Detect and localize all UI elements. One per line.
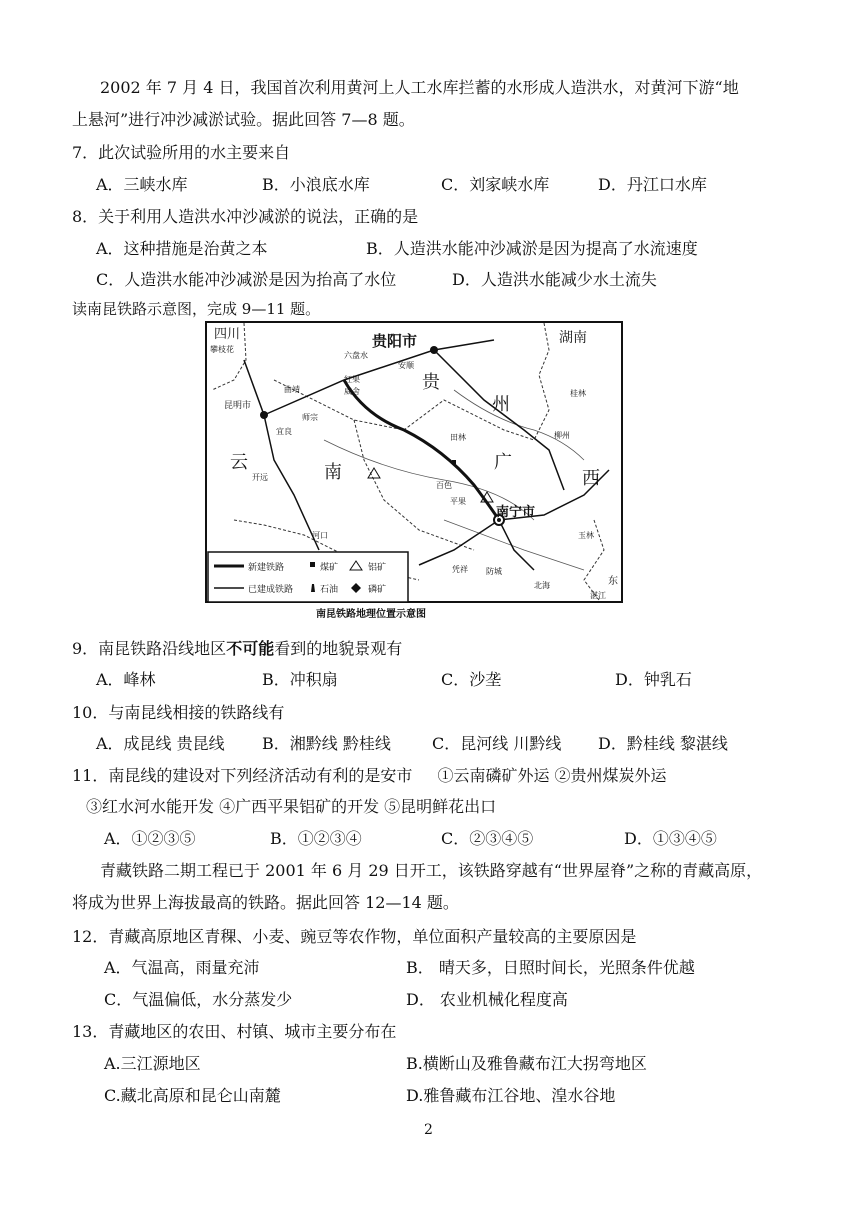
q11-stem-text: 11．南昆线的建设对下列经济活动有利的是安市 [72, 766, 413, 785]
label-guang: 广 [494, 452, 512, 473]
label-kunming: 昆明市 [224, 401, 252, 411]
label-nanning: 南宁市 [496, 505, 536, 520]
label-qujing: 曲靖 [284, 385, 300, 394]
label-anshun: 安顺 [398, 361, 414, 370]
label-weishe: 威舍 [344, 387, 360, 396]
intro-text-line-2: 上悬河”进行冲沙减淤试验。据此回答 7—8 题。 [72, 110, 415, 129]
q10-option-c: C．昆河线 川黔线 [432, 734, 562, 753]
question-12-stem: 12．青藏高原地区青稞、小麦、豌豆等农作物，单位面积产量较高的主要原因是 [72, 927, 637, 946]
coal-icon [452, 460, 456, 464]
map-intro: 读南昆铁路示意图，完成 9—11 题。 [72, 300, 321, 318]
label-hongguo: 红果 [344, 375, 360, 384]
label-hekou: 河口 [312, 531, 328, 540]
question-13-stem: 13．青藏地区的农田、村镇、城市主要分布在 [72, 1022, 397, 1041]
label-sichuan: 四川 [214, 327, 241, 342]
q11-items-line-2: ③红水河水能开发 ④广西平果铝矿的开发 ⑤昆明鲜花出口 [86, 797, 497, 816]
map-caption: 南昆铁路地理位置示意图 [316, 609, 426, 620]
label-shizong: 师宗 [302, 413, 318, 422]
label-baise: 百色 [436, 481, 452, 490]
label-yun: 云 [230, 452, 248, 473]
label-fangcheng: 防城 [486, 567, 502, 576]
q11-option-d: D．①③④⑤ [624, 829, 717, 848]
label-pingguo: 平果 [450, 497, 466, 506]
city-dot-kunming [260, 411, 268, 419]
intro-text-line-1: 2002 年 7 月 4 日，我国首次利用黄河上人工水库拦蓄的水形成人造洪水，对黄河下游“地 [100, 78, 739, 97]
q13-option-b: B.横断山及雅鲁藏布江大拐弯地区 [406, 1054, 647, 1073]
q10-option-b: B．湘黔线 黔桂线 [262, 734, 391, 753]
q9-option-a: A．峰林 [96, 670, 156, 689]
q12-option-d: D． 农业机械化程度高 [406, 990, 568, 1009]
q8-option-a: A．这种措施是治黄之本 [96, 239, 268, 258]
q9-stem-emphasis: 不可能 [226, 639, 275, 658]
label-zhou: 州 [492, 394, 510, 415]
q9-stem-post: 看到的地貌景观有 [274, 639, 403, 658]
q10-option-d: D．黔桂线 黎湛线 [598, 734, 728, 753]
question-10-stem: 10．与南昆线相接的铁路线有 [72, 703, 285, 722]
q8-option-b: B．人造洪水能冲沙减淤是因为提高了水流速度 [366, 239, 698, 258]
intro2-text-line-2: 将成为世界上海拔最高的铁路。据此回答 12—14 题。 [72, 893, 459, 912]
label-yulin: 玉林 [578, 531, 594, 540]
q13-option-d: D.雅鲁藏布江谷地、湟水谷地 [406, 1086, 616, 1105]
label-guilin: 桂林 [570, 389, 586, 398]
legend-phosphate-label: 磷矿 [368, 585, 387, 595]
city-dot-guiyang [430, 346, 438, 354]
legend-built-railway-label: 已建成铁路 [248, 585, 294, 595]
question-7-stem: 7．此次试验所用的水主要来自 [72, 143, 291, 162]
q12-option-c: C．气温偏低，水分蒸发少 [104, 990, 293, 1009]
page-number: 2 [424, 1122, 433, 1138]
nankun-railway-map [204, 320, 624, 620]
label-hunan: 湖南 [559, 330, 587, 346]
legend-new-railway-label: 新建铁路 [248, 563, 285, 573]
q11-option-c: C．②③④⑤ [441, 829, 534, 848]
q10-option-a: A．成昆线 贵昆线 [96, 734, 225, 753]
label-xi: 西 [582, 468, 600, 489]
q9-option-c: C．沙垄 [441, 670, 502, 689]
q9-stem-pre: 9．南昆铁路沿线地区 [72, 639, 227, 658]
legend-oil-label: 石油 [320, 585, 339, 595]
label-panzhihua: 攀枝花 [210, 345, 234, 354]
q13-option-c: C.藏北高原和昆仑山南麓 [104, 1086, 281, 1105]
q11-option-a: A．①②③⑤ [104, 829, 196, 848]
question-11-stem [72, 766, 667, 786]
q7-option-c: C．刘家峡水库 [441, 175, 550, 194]
q7-option-b: B．小浪底水库 [262, 175, 370, 194]
label-guiyang: 贵阳市 [372, 332, 418, 350]
label-yiliang: 宜良 [276, 427, 292, 436]
q11-items-line-1: ①云南磷矿外运 ②贵州煤炭外运 [437, 766, 667, 785]
label-gui: 贵 [422, 372, 440, 393]
q12-option-b: B． 晴天多，日照时间长，光照条件优越 [406, 958, 695, 977]
q7-option-d: D．丹江口水库 [598, 175, 707, 194]
legend-coal-icon [310, 562, 315, 567]
q8-option-d: D．人造洪水能减少水土流失 [452, 270, 657, 289]
label-beihai: 北海 [534, 581, 550, 590]
label-nan: 南 [324, 462, 342, 483]
q11-option-b: B．①②③④ [270, 829, 362, 848]
q13-option-a: A.三江源地区 [104, 1054, 201, 1073]
label-pingxiang: 凭祥 [452, 565, 468, 574]
q7-option-a: A．三峡水库 [96, 175, 188, 194]
q8-option-c: C．人造洪水能冲沙减淤是因为抬高了水位 [96, 270, 397, 289]
label-zhanjiang: 湛江 [590, 591, 606, 600]
q9-option-b: B．冲积扇 [262, 670, 338, 689]
label-liuzhou: 柳州 [554, 431, 570, 440]
label-tianlin: 田林 [450, 433, 466, 442]
intro2-text-line-1: 青藏铁路二期工程已于 2001 年 6 月 29 日开工，该铁路穿越有“世界屋脊”之称的青藏高原， [100, 861, 763, 880]
label-kaiyuan: 开远 [252, 473, 268, 482]
q12-option-a: A．气温高，雨量充沛 [104, 958, 260, 977]
question-9-stem [72, 639, 402, 659]
legend-coal-label: 煤矿 [320, 563, 339, 573]
label-dong: 东 [608, 576, 618, 587]
legend-aluminum-label: 铝矿 [368, 563, 387, 573]
question-8-stem: 8．关于利用人造洪水冲沙减淤的说法，正确的是 [72, 207, 419, 226]
label-liupanshui: 六盘水 [344, 351, 368, 360]
q9-option-d: D．钟乳石 [615, 670, 692, 689]
